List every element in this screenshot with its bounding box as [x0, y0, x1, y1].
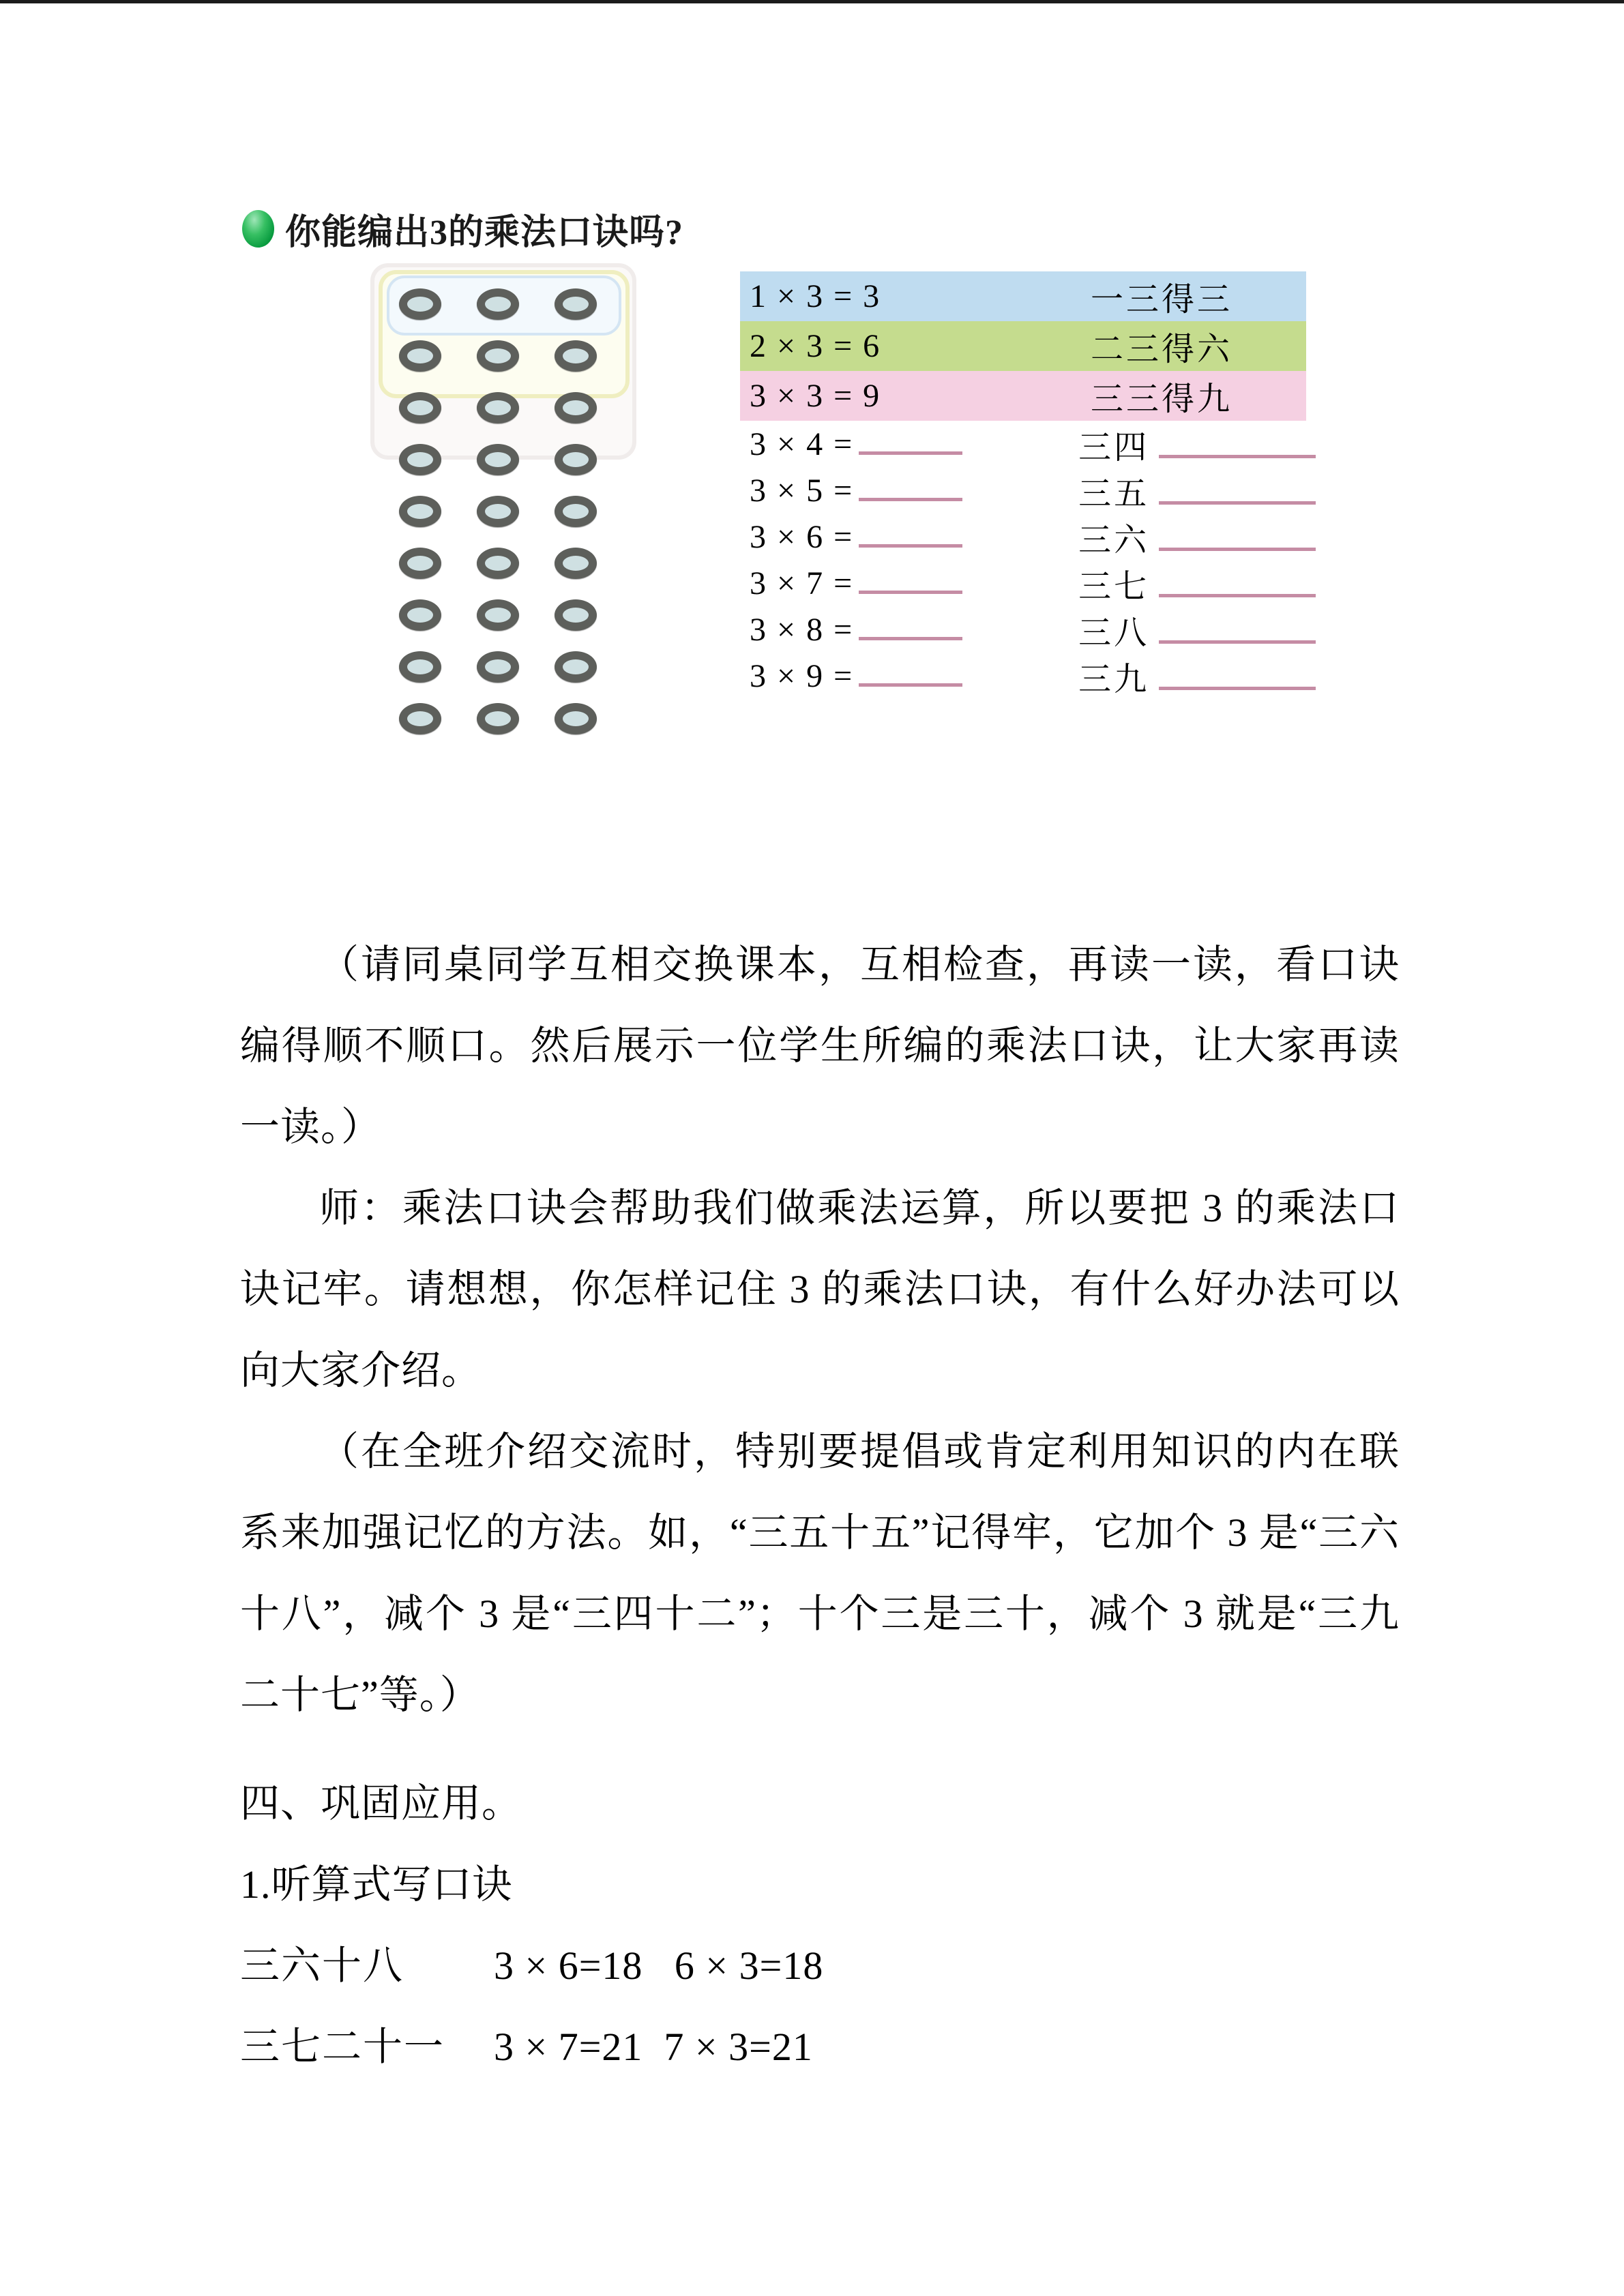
- answer-blank[interactable]: [1159, 640, 1316, 644]
- coin-icon: [555, 496, 597, 527]
- answer-blank[interactable]: [1159, 593, 1316, 597]
- exercise-section: [240, 1763, 1400, 2087]
- chant-cell: 一三得三: [1091, 282, 1233, 318]
- exercise-chant: 三七二十一: [240, 2025, 445, 2069]
- coin-icon: [555, 548, 597, 579]
- equation-cell: 3 × 4 =: [750, 426, 962, 463]
- equation-cell: 3 × 5 =: [750, 472, 962, 509]
- coin-icon: [399, 444, 441, 475]
- paragraph-teacher-prompt: 师：乘法口诀会帮助我们做乘法运算，所以要把 3 的乘法口诀记牢。请想想，你怎样记住 3 的乘法口诀，有什么好办法可以向大家介绍。: [240, 1186, 1400, 1392]
- answer-blank[interactable]: [859, 636, 962, 640]
- answer-blank[interactable]: [859, 543, 962, 548]
- coin-icon: [477, 392, 519, 423]
- chant-cell: 三五: [962, 467, 1316, 514]
- coin-icon: [555, 340, 597, 372]
- coin-icon: [399, 340, 441, 372]
- exercise-line: [240, 2006, 1400, 2087]
- coin-row: [399, 537, 597, 589]
- coin-row: [399, 641, 597, 693]
- equation-cell: 1 × 3 = 3: [750, 278, 881, 314]
- exercise-item-1: 1.听算式写口诀: [240, 1862, 513, 1907]
- answer-blank[interactable]: [1159, 547, 1316, 551]
- coin-icon: [477, 288, 519, 320]
- figure-heading-text: 你能编出3的乘法口诀吗?: [285, 213, 684, 252]
- coin-icon: [477, 599, 519, 631]
- coin-icon: [399, 288, 441, 320]
- answer-blank[interactable]: [1159, 454, 1316, 458]
- chant-cell: 三六: [962, 513, 1316, 561]
- chant-cell: 三四: [962, 421, 1316, 468]
- equation-cell: 2 × 3 = 6: [750, 328, 881, 364]
- coin-array: [399, 278, 597, 745]
- green-dot-icon: [242, 210, 274, 248]
- coin-icon: [477, 703, 519, 734]
- table-row: [740, 467, 1306, 513]
- coin-row: [399, 382, 597, 434]
- answer-blank[interactable]: [859, 590, 962, 594]
- coin-icon: [399, 703, 441, 734]
- chant-cell: 三八: [962, 606, 1316, 653]
- coin-row: [399, 486, 597, 537]
- coin-icon: [477, 651, 519, 683]
- paragraph-exchange-check: （请同桌同学互相交换课本，互相检查，再读一读，看口诀编得顺不顺口。然后展示一位学生所编的乘法口诀，让大家再读一读。）: [240, 942, 1400, 1149]
- coin-row: [399, 589, 597, 641]
- coin-icon: [555, 599, 597, 631]
- equation-cell: 3 × 8 =: [750, 611, 962, 648]
- lesson-prose: [240, 924, 1400, 1735]
- answer-blank[interactable]: [1159, 686, 1316, 690]
- coin-row: [399, 278, 597, 330]
- coin-icon: [477, 548, 519, 579]
- table-row: [740, 321, 1306, 371]
- chant-cell: 三三得九: [1091, 381, 1233, 417]
- coin-icon: [477, 444, 519, 475]
- answer-blank[interactable]: [1159, 501, 1316, 505]
- coin-icon: [399, 548, 441, 579]
- exercise-equations: 3 × 6=18 6 × 3=18: [494, 1943, 824, 1988]
- table-row: [740, 606, 1306, 653]
- answer-blank[interactable]: [859, 497, 962, 501]
- coin-icon: [399, 496, 441, 527]
- coin-icon: [555, 444, 597, 475]
- chant-cell: 三七: [962, 560, 1316, 607]
- table-row: [740, 653, 1306, 699]
- table-row: [740, 513, 1306, 560]
- coin-icon: [399, 392, 441, 423]
- equation-cell: 3 × 7 =: [750, 565, 962, 602]
- coin-row: [399, 434, 597, 486]
- coin-icon: [555, 703, 597, 734]
- coin-row: [399, 330, 597, 382]
- section-heading: 四、巩固应用。: [240, 1781, 522, 1825]
- table-row: [740, 371, 1306, 421]
- table-row: [740, 271, 1306, 321]
- coin-icon: [477, 496, 519, 527]
- chant-cell: 二三得六: [1091, 331, 1233, 368]
- equation-cell: 3 × 3 = 9: [750, 378, 881, 414]
- coin-icon: [555, 288, 597, 320]
- exercise-equations: 3 × 7=21 7 × 3=21: [494, 2025, 813, 2069]
- textbook-figure: [242, 205, 1347, 783]
- table-row: [740, 560, 1306, 606]
- figure-body: [242, 271, 1347, 783]
- page-top-rule: [0, 0, 1624, 3]
- coin-icon: [477, 340, 519, 372]
- exercise-line: [240, 1925, 1400, 2006]
- paragraph-class-discussion: （在全班介绍交流时，特别要提倡或肯定利用知识的内在联系来加强记忆的方法。如，“三五十五”记得牢，它加个 3 是“三六十八”，减个 3 是“三四十二”；十个三是三十，减个 3 就是“三九二十七”等。）: [240, 1429, 1400, 1717]
- equation-cell: 3 × 9 =: [750, 657, 962, 695]
- table-row: [740, 421, 1306, 467]
- coin-icon: [399, 651, 441, 683]
- coin-icon: [555, 651, 597, 683]
- coin-icon: [399, 599, 441, 631]
- coin-icon: [555, 392, 597, 423]
- answer-blank[interactable]: [859, 683, 962, 687]
- multiplication-chant-table: [740, 271, 1306, 699]
- chant-cell: 三九: [962, 653, 1316, 700]
- figure-heading: [242, 205, 1347, 252]
- equation-cell: 3 × 6 =: [750, 518, 962, 556]
- coin-row: [399, 693, 597, 745]
- exercise-chant: 三六十八: [240, 1943, 404, 1988]
- answer-blank[interactable]: [859, 451, 962, 455]
